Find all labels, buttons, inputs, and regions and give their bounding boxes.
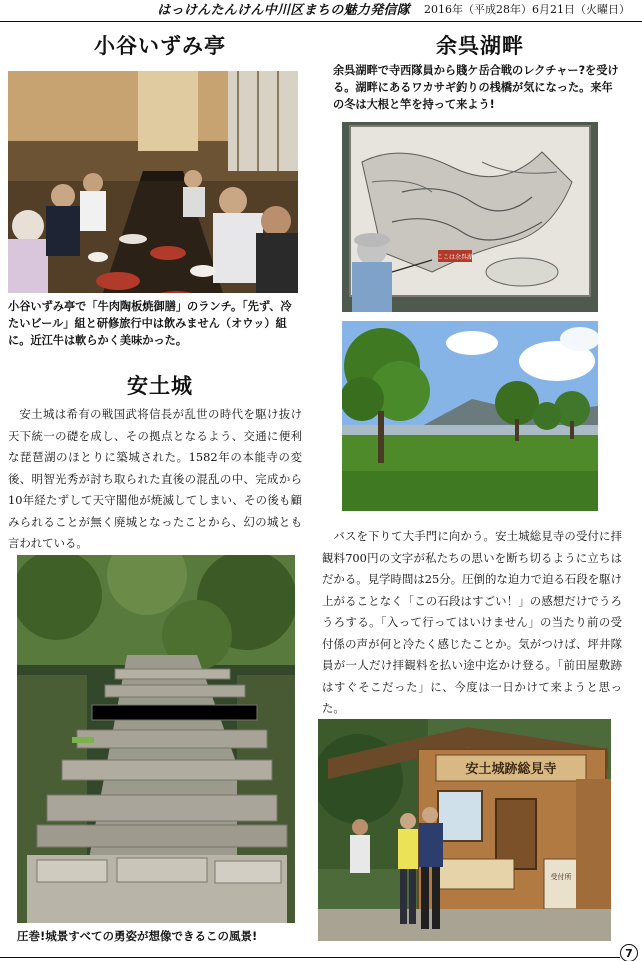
stone-steps-photo <box>17 555 295 923</box>
lakeside-park-image <box>342 321 598 511</box>
lunch-photo-caption: 小谷いずみ亭で「牛肉陶板焼御膳」のランチ。「先ず、冷たいビール」組と研修旅行中は飲みません（オウッ）組に。近江牛は軟らかく美味かった。 <box>8 300 292 347</box>
lunch-photo-image <box>8 71 298 293</box>
lecture-map-image <box>342 122 598 312</box>
reception-sign: 受付所 <box>550 873 572 881</box>
issue-date: 2016年（平成28年）6月21日（火曜日） <box>424 3 630 16</box>
stone-steps-image <box>17 555 295 923</box>
page-number: 7 <box>620 944 638 961</box>
page-header <box>0 0 642 22</box>
lakeside-park-photo <box>342 321 598 511</box>
yogo-lakeside-intro: 余呉湖畔で寺西隊員から賤ケ岳合戦のレクチャー?を受ける。湖畔にあるワカサギ釣りの桟橋が気になった。来年の冬は大根と竿を持って来よう! <box>333 64 619 111</box>
temple-sign: 安土城跡総見寺 <box>465 762 557 777</box>
lunch-photo <box>8 71 298 293</box>
newsletter-title: はっけんたんけん中川区まちの魅力発信隊 <box>157 3 410 18</box>
section-title-azuchi-castle: 安土城 <box>127 373 193 398</box>
stone-steps-caption: 圧巻!城景すべての勇姿が想像できるこの風景! <box>17 929 258 943</box>
section-title-otani-izumitei: 小谷いずみ亭 <box>94 33 226 58</box>
temple-reception-image <box>318 719 611 941</box>
section-title-yogo-lakeside: 余呉湖畔 <box>436 33 524 58</box>
sokenji-visit-text: バスを下りて大手門に向かう。安土城総見寺の受付に拝観料700円の文字が私たちの思いを断ち切るように立ちはだかる。見学時間は25分。圧倒的な迫力で迫る石段を駆け上がることなく「この石段はすごい！」の感想だけでうろうろする。「入って行ってはいけません」の当たり前の受付係の声が何と冷たく感じたことか。気がつけば、坪井隊員が一人だけ拝観料を払い途中迄かけ登る。「前田屋敷跡はすぐそこだった」に、今度は一日かけて来ようと思った。 <box>322 529 622 715</box>
azuchi-castle-text: 安土城は希有の戦国武将信長が乱世の時代を駆け抜け天下統一の礎を成し、その拠点となるよう、交通に便利な琵琶湖のほとりに築城された。1582年の本能寺の変後、明智光秀が討ち取られた直後の混乱の中、完成から10年経たずして天守閣他が焼滅してしまい、その後も顧みられることが無く廃城となったことから、幻の城とも言われている。 <box>8 407 302 550</box>
footer-rule <box>0 957 620 958</box>
map-sign-label: ここは余呉湖 <box>436 254 474 261</box>
lecture-map-photo <box>342 122 598 312</box>
temple-reception-photo <box>318 719 611 941</box>
